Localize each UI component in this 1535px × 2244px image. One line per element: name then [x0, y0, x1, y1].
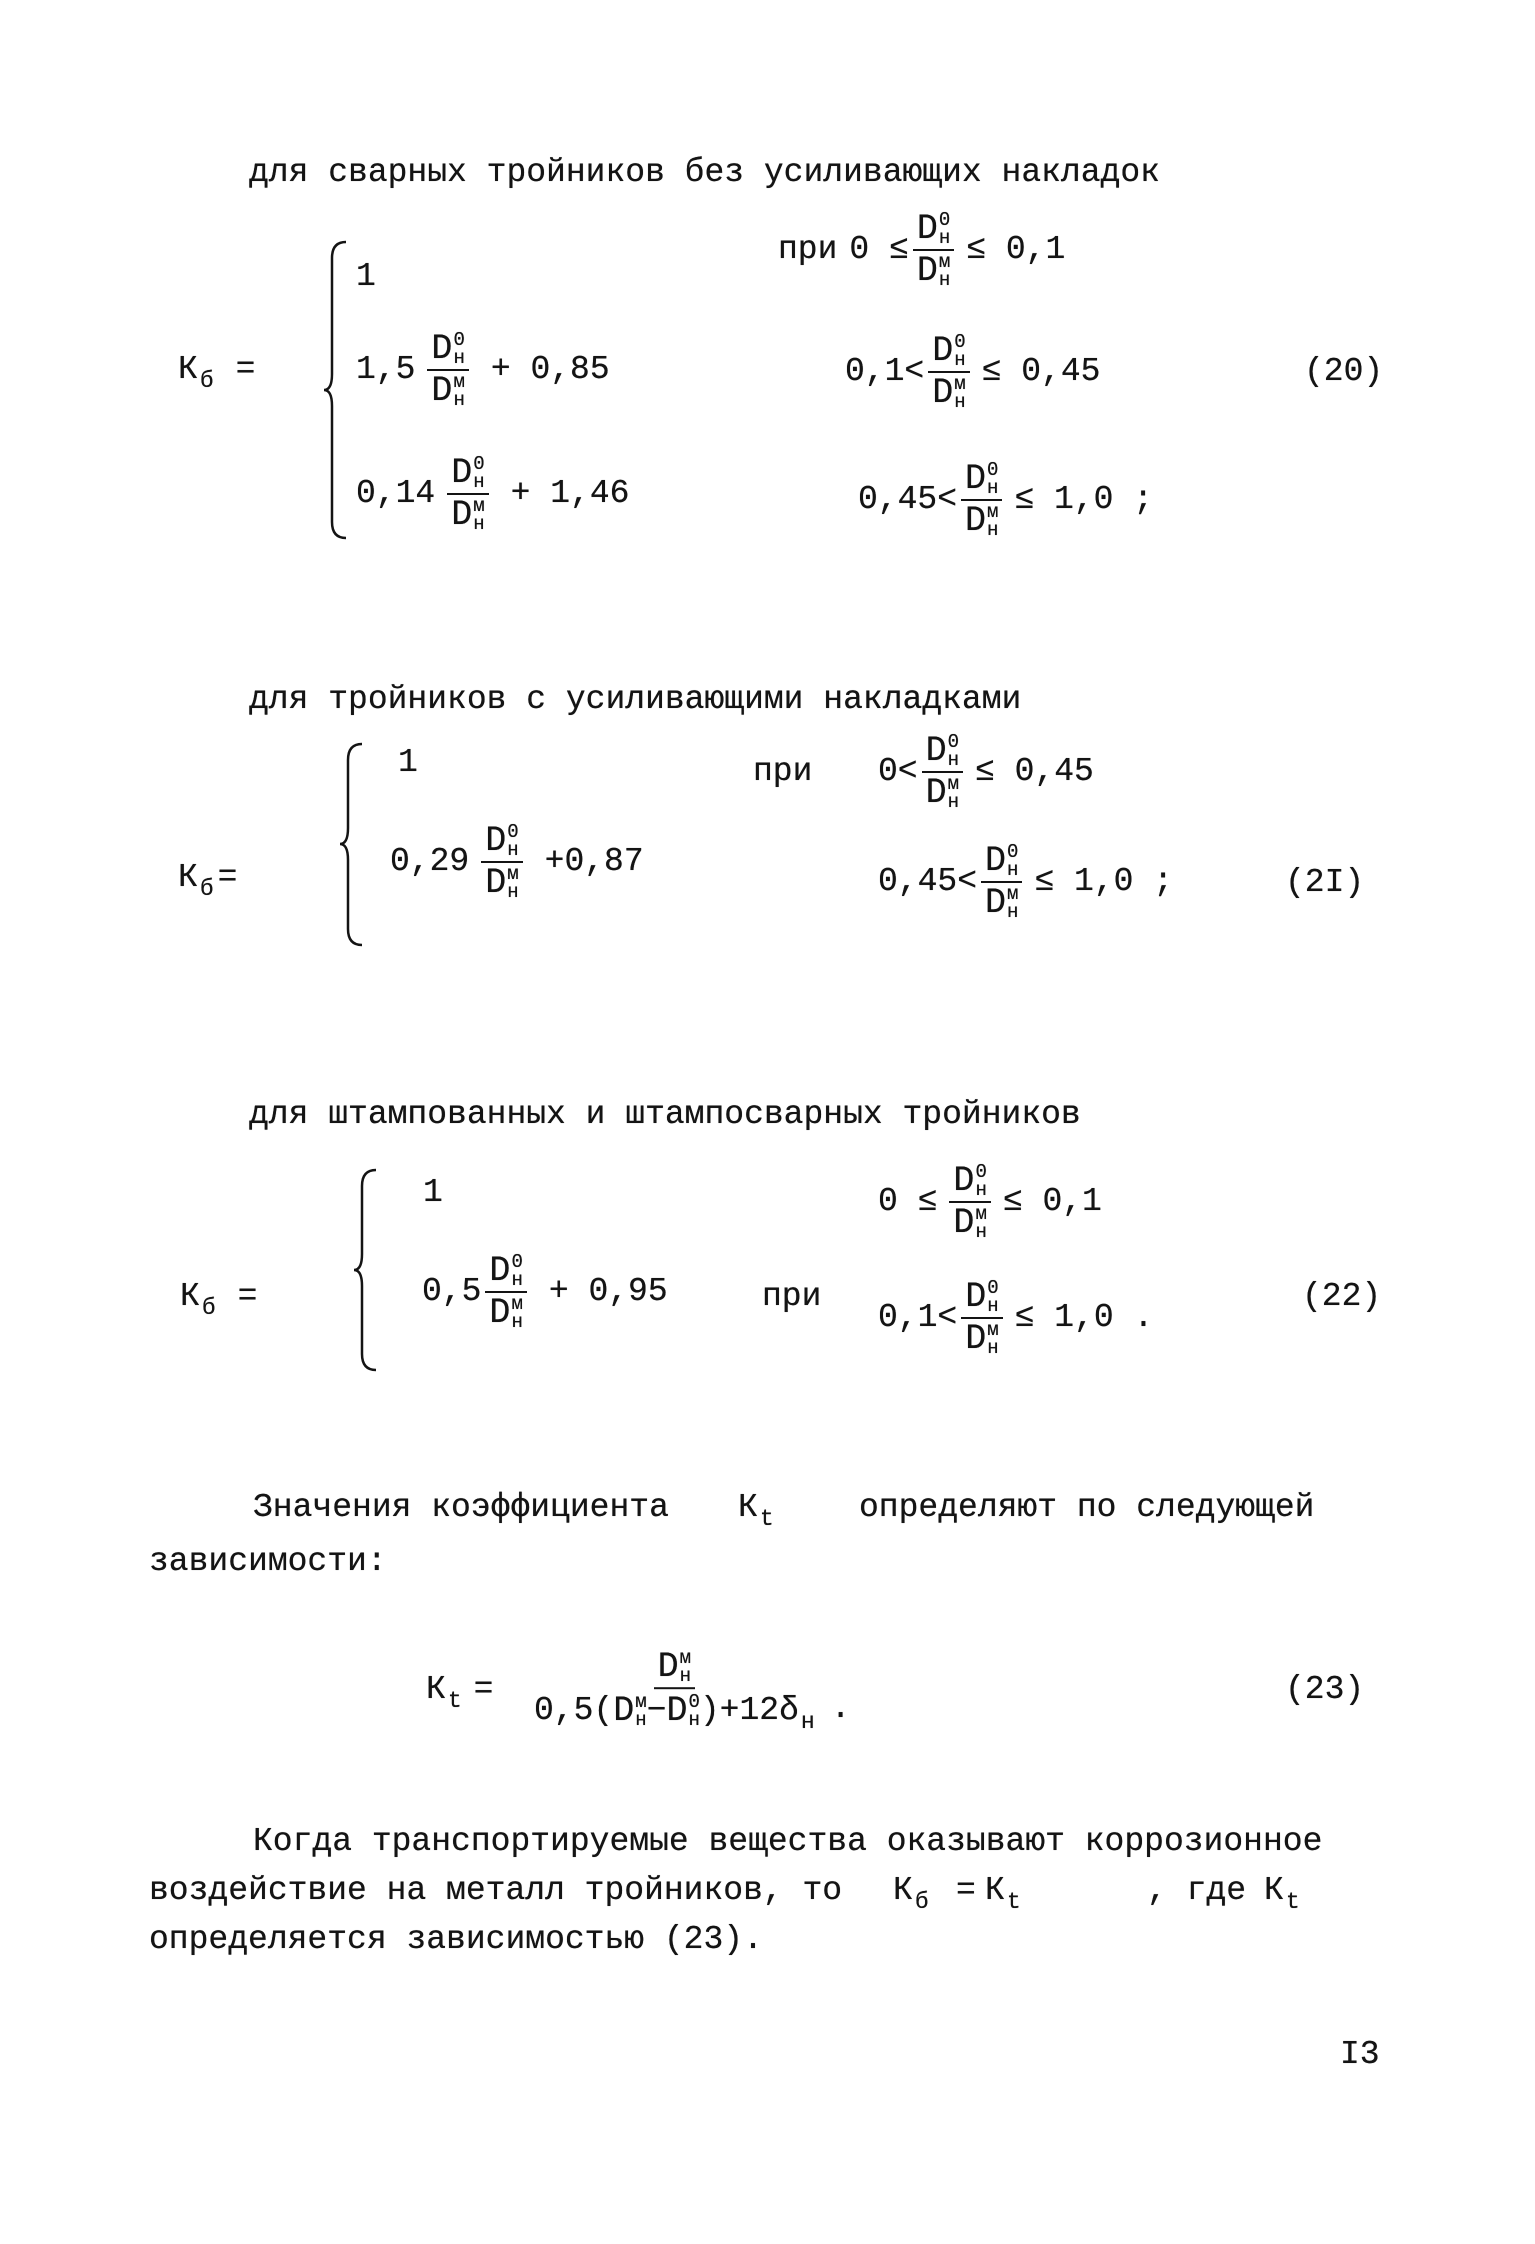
condition-lead: 0,1< [845, 353, 925, 391]
condition-tail: ≤ 0,1 [1002, 1183, 1102, 1221]
subscript-n: н [635, 1709, 647, 1731]
d-main-symbol [926, 775, 959, 811]
fraction-denominator [913, 251, 954, 289]
condition-tail: ≤ 1,0 ; [1034, 863, 1174, 901]
k-letter: К [738, 1489, 758, 1527]
superscript-zero: 0 [688, 1691, 700, 1713]
d-indices [511, 1253, 522, 1289]
superscript-zero: 0 [511, 1251, 523, 1273]
diameter-ratio-fraction [949, 1163, 990, 1241]
fraction-denominator [961, 1319, 1002, 1357]
subscript-n: н [987, 1295, 999, 1317]
superscript-zero: 0 [453, 329, 465, 351]
formula-20-row3-expression [356, 455, 629, 533]
formula-22-lhs [180, 1277, 258, 1322]
d-letter: D [925, 773, 947, 813]
d-letter: D [666, 1691, 688, 1731]
k-sigma-slot [180, 1277, 216, 1322]
k-letter: К [985, 1872, 1005, 1910]
k-sigma-slot [178, 350, 214, 395]
subscript-n: н [453, 347, 465, 369]
superscript-zero: 0 [975, 1161, 987, 1183]
ratio-slot [928, 333, 969, 411]
d-letter: D [985, 883, 1007, 923]
d-indices [975, 1163, 986, 1199]
d-letter: D [965, 1277, 987, 1317]
formula-20-row3-condition [858, 461, 1153, 539]
formula-22-brace [352, 1168, 378, 1372]
k-letter: К [178, 859, 198, 897]
d-indices [954, 333, 965, 369]
d-branch-symbol [489, 1253, 522, 1289]
d-main-symbol [953, 1205, 986, 1241]
d-branch-symbol [965, 1279, 998, 1315]
subscript-n: н [987, 1337, 999, 1359]
subscript-sigma: б [201, 1295, 216, 1322]
formula-23-number: (23) [1285, 1671, 1365, 1709]
d-letter: D [485, 821, 507, 861]
subscript-n: н [473, 513, 485, 535]
formula-20-row2-condition [845, 333, 1100, 411]
d-letter: D [925, 731, 947, 771]
corrosion-k-sigma [893, 1871, 929, 1916]
condition-tail: ≤ 0,1 [966, 231, 1066, 269]
formula-22-row1-expression: 1 [423, 1174, 443, 1212]
k-sigma-slot [893, 1871, 929, 1916]
diameter-ratio-fraction [913, 211, 954, 289]
formula-21-number: (2I) [1285, 864, 1365, 902]
diameter-ratio-fraction [981, 843, 1022, 921]
d-indices [975, 1205, 986, 1241]
equals-sign: = [235, 351, 256, 389]
superscript-m: м [511, 1293, 523, 1315]
k-t-slot [985, 1871, 1021, 1916]
addend: + 0,85 [490, 351, 610, 389]
d-letter: D [431, 371, 453, 411]
heading-welded-tees: для сварных тройников без усиливающих накладок [249, 154, 1160, 192]
d-letter: D [916, 251, 938, 291]
formula-23-end-period: . [830, 1690, 851, 1728]
k-t-slot [426, 1670, 462, 1715]
condition-lead: 0,45< [878, 863, 978, 901]
diameter-ratio-fraction [961, 1279, 1002, 1357]
d-letter: D [985, 841, 1007, 881]
fraction-numerator [485, 1253, 526, 1293]
superscript-zero: 0 [938, 209, 951, 231]
condition-tail: ≤ 1,0 ; [1014, 481, 1154, 519]
k-letter: К [1264, 1872, 1284, 1910]
equals-sign: = [217, 859, 238, 897]
formula-20-row2-expression [356, 331, 610, 409]
diameter-ratio-fraction [447, 455, 488, 533]
d-main-symbol [965, 1321, 998, 1357]
d-indices [987, 461, 998, 497]
kt-denominator [530, 1689, 819, 1736]
superscript-m: м [635, 1691, 647, 1713]
d-main-symbol [451, 497, 484, 533]
subscript-sigma: б [914, 1889, 929, 1916]
d-main-symbol [489, 1295, 522, 1331]
k-sigma-symbol [178, 350, 214, 395]
d-branch-symbol [965, 461, 998, 497]
subscript-sigma: б [199, 876, 214, 903]
superscript-m: м [453, 371, 465, 393]
d-indices [679, 1647, 692, 1688]
condition-lead: 0 ≤ [878, 1183, 938, 1221]
coefficient: 0,5 [422, 1273, 482, 1311]
subscript-n: н [511, 1311, 523, 1333]
d-indices [987, 1279, 998, 1315]
formula-20-number: (20) [1304, 353, 1384, 391]
d-indices [511, 1295, 522, 1331]
addend: + 0,95 [548, 1273, 668, 1311]
condition-tail: ≤ 0,45 [975, 753, 1094, 791]
diameter-ratio-fraction [928, 333, 969, 411]
subscript-n: н [947, 749, 960, 771]
subscript-n: н [938, 227, 951, 249]
superscript-m: м [987, 501, 999, 523]
d-letter: D [613, 1691, 635, 1731]
subscript-t: t [1006, 1889, 1021, 1916]
formula-21-brace [338, 742, 364, 947]
addend: +0,87 [544, 843, 644, 881]
d-branch-symbol [932, 333, 965, 369]
d-indices [507, 865, 518, 901]
d-letter: D [953, 1203, 975, 1243]
coefficient: 0,29 [390, 843, 470, 881]
ratio-slot [961, 1279, 1002, 1357]
equals-sign: = [473, 1671, 494, 1709]
subscript-n: н [938, 269, 951, 291]
heading-reinforced-tees: для тройников с усиливающими накладками [249, 681, 1022, 719]
ratio-slot [427, 331, 468, 409]
ratio-slot [485, 1253, 526, 1331]
k-sigma-symbol [893, 1871, 929, 1916]
condition-tail: ≤ 1,0 . [1014, 1299, 1154, 1337]
d-indices [635, 1693, 646, 1729]
superscript-m: м [987, 1319, 999, 1341]
formula-20-row1-condition [778, 211, 1065, 289]
condition-tail: ≤ 0,45 [981, 353, 1101, 391]
superscript-m: м [507, 863, 519, 885]
fraction-numerator [949, 1163, 990, 1203]
d-branch-symbol [953, 1163, 986, 1199]
ratio-slot [922, 733, 963, 811]
superscript-m: м [938, 251, 951, 273]
k-t-symbol [738, 1488, 774, 1533]
superscript-m: м [1007, 883, 1019, 905]
d-main-symbol [965, 503, 998, 539]
fraction-numerator [961, 461, 1002, 501]
d-letter: D [485, 863, 507, 903]
superscript-zero: 0 [987, 1277, 999, 1299]
k-t-symbol [985, 1871, 1021, 1916]
condition-lead: 0,1< [878, 1299, 958, 1337]
coefficient: 0,14 [356, 475, 436, 513]
fraction-denominator [485, 1293, 526, 1331]
kt-intro-symbol [738, 1488, 774, 1533]
superscript-zero: 0 [507, 821, 519, 843]
ratio-slot [981, 843, 1022, 921]
d-indices [954, 375, 965, 411]
formula-21-row2-condition [878, 843, 1173, 921]
kt-intro-text-end: определяют по следующей [859, 1489, 1315, 1527]
formula-22-row2-expression [422, 1253, 668, 1331]
k-sigma-symbol [178, 858, 214, 903]
kt-intro-line2: зависимости: [149, 1543, 387, 1581]
kt-fraction [530, 1647, 819, 1736]
fraction-numerator [447, 455, 488, 495]
formula-22-when-word: при [762, 1278, 822, 1316]
delta-letter: δ [779, 1692, 799, 1730]
d-main-slot [657, 1647, 692, 1688]
formula-22-row2-condition [878, 1279, 1153, 1357]
corrosion-note-line1: Когда транспортируемые вещества оказывают коррозионное [253, 1823, 1323, 1861]
page-number: I3 [1340, 2036, 1380, 2074]
formula-22-number: (22) [1302, 1278, 1382, 1316]
coefficient: 1,5 [356, 351, 416, 389]
d-letter: D [451, 495, 473, 535]
formula-21-lhs [178, 858, 238, 903]
subscript-n: н [453, 389, 465, 411]
subscript-n: н [975, 1179, 987, 1201]
d-main-symbol [917, 253, 950, 289]
when-word: при [778, 231, 838, 269]
subscript-n: н [1007, 901, 1019, 923]
formula-20-lhs [178, 350, 256, 395]
d-indices [453, 331, 464, 367]
k-t-slot [738, 1488, 774, 1533]
d-indices [987, 1321, 998, 1357]
k-letter: К [426, 1671, 446, 1709]
d-main-symbol [985, 885, 1018, 921]
d-indices [1007, 885, 1018, 921]
subscript-sigma: б [199, 368, 214, 395]
subscript-n: н [507, 881, 519, 903]
formula-21-row1-expression: 1 [398, 744, 418, 782]
fraction-numerator [981, 843, 1022, 883]
d-main-symbol [431, 373, 464, 409]
corrosion-note-line2: воздействие на металл тройников, то [149, 1872, 843, 1910]
subscript-n: н [800, 1709, 815, 1736]
subscript-n: н [511, 1269, 523, 1291]
d-indices [987, 503, 998, 539]
diameter-ratio-fraction [427, 331, 468, 409]
diameter-ratio-fraction [481, 823, 522, 901]
fraction-denominator [481, 863, 522, 901]
subscript-t: t [759, 1506, 774, 1533]
formula-23-fraction-block [530, 1647, 851, 1736]
formula-21-row1-condition [878, 733, 1094, 811]
d-branch-symbol [917, 211, 950, 247]
heading-stamped-tees: для штампованных и штампосварных тройников [249, 1096, 1081, 1134]
subscript-n: н [947, 791, 960, 813]
k-letter: К [893, 1872, 913, 1910]
d-letter: D [932, 373, 954, 413]
corrosion-where-text: , где [1147, 1872, 1247, 1910]
d-indices [948, 775, 959, 811]
subscript-t: t [447, 1688, 462, 1715]
k-letter: К [178, 351, 198, 389]
addend: + 1,46 [510, 475, 630, 513]
d-indices [1007, 843, 1018, 879]
diameter-ratio-fraction [961, 461, 1002, 539]
fraction-numerator [928, 333, 969, 373]
subscript-n: н [679, 1665, 692, 1688]
denominator-open: 0,5( [534, 1692, 614, 1730]
condition-lead: 0,45< [858, 481, 958, 519]
ratio-slot [481, 823, 522, 901]
formula-20-row1-expression: 1 [356, 258, 376, 296]
subscript-n: н [987, 477, 999, 499]
superscript-m: м [679, 1647, 692, 1670]
subscript-t: t [1285, 1889, 1300, 1916]
d-letter: D [489, 1293, 511, 1333]
superscript-m: м [954, 373, 966, 395]
superscript-zero: 0 [947, 731, 960, 753]
d-branch-symbol [451, 455, 484, 491]
ratio-slot [447, 455, 488, 533]
denominator-close: )+12 [699, 1692, 780, 1730]
superscript-zero: 0 [473, 453, 485, 475]
formula-21-row2-expression [390, 823, 644, 901]
fraction-denominator [961, 501, 1002, 539]
ratio-slot [913, 211, 954, 289]
d-indices [453, 373, 464, 409]
d-letter: D [953, 1161, 975, 1201]
formula-22-row1-condition [878, 1163, 1102, 1241]
diameter-ratio-fraction [485, 1253, 526, 1331]
d-indices [688, 1693, 699, 1729]
k-t-slot [1264, 1871, 1300, 1916]
d-letter: D [932, 331, 954, 371]
delta-n-symbol [779, 1691, 815, 1736]
d-branch-symbol [485, 823, 518, 859]
corrosion-note-line3: определяется зависимостью (23). [149, 1921, 763, 1959]
k-letter: К [180, 1278, 200, 1316]
subscript-n: н [473, 471, 485, 493]
d-letter: D [965, 1319, 987, 1359]
formula-23-lhs [426, 1670, 494, 1715]
d-main-slot [613, 1693, 646, 1729]
fraction-denominator [949, 1203, 990, 1241]
d-letter: D [965, 501, 987, 541]
formula-20-brace [322, 240, 348, 540]
d-letter: D [431, 329, 453, 369]
minus-sign: − [646, 1692, 667, 1730]
subscript-n: н [507, 839, 519, 861]
corrosion-equals: = [956, 1872, 976, 1910]
superscript-zero: 0 [1007, 841, 1019, 863]
fraction-numerator [913, 211, 954, 251]
fraction-numerator [427, 331, 468, 371]
d-branch-symbol [431, 331, 464, 367]
d-indices [473, 497, 484, 533]
d-main-symbol [657, 1647, 692, 1688]
d-letter: D [657, 1647, 679, 1688]
d-indices [939, 211, 950, 247]
superscript-m: м [947, 773, 960, 795]
fraction-numerator [961, 1279, 1002, 1319]
d-branch-symbol [985, 843, 1018, 879]
condition-lead: 0 ≤ [849, 231, 909, 269]
ratio-slot [961, 461, 1002, 539]
fraction-denominator [447, 495, 488, 533]
superscript-m: м [975, 1203, 987, 1225]
subscript-n: н [688, 1709, 700, 1731]
corrosion-k-t [985, 1871, 1021, 1916]
d-letter: D [489, 1251, 511, 1291]
formula-21-when-word: при [753, 753, 813, 791]
d-letter: D [916, 209, 938, 249]
fraction-denominator [981, 883, 1022, 921]
k-t-symbol [426, 1670, 462, 1715]
d-main-symbol [485, 865, 518, 901]
d-branch-symbol [666, 1693, 699, 1729]
d-branch-symbol [926, 733, 959, 769]
equals-sign: = [237, 1278, 258, 1316]
subscript-n: н [1007, 859, 1019, 881]
d-indices [948, 733, 959, 769]
corrosion-k-t-second [1264, 1871, 1300, 1916]
d-letter: D [965, 459, 987, 499]
kt-intro-text-start: Значения коэффициента [253, 1489, 669, 1527]
d-main-symbol [613, 1693, 646, 1729]
d-letter: D [451, 453, 473, 493]
diameter-ratio-fraction [922, 733, 963, 811]
k-sigma-slot [178, 858, 214, 903]
d-indices [939, 253, 950, 289]
fraction-denominator [922, 773, 963, 811]
superscript-m: м [473, 495, 485, 517]
fraction-denominator [928, 373, 969, 411]
fraction-denominator [427, 371, 468, 409]
condition-lead: 0< [878, 753, 918, 791]
d-main-symbol [932, 375, 965, 411]
kt-numerator [654, 1649, 695, 1689]
subscript-n: н [954, 349, 966, 371]
d-indices [473, 455, 484, 491]
fraction-numerator [922, 733, 963, 773]
d-indices [507, 823, 518, 859]
k-sigma-symbol [180, 1277, 216, 1322]
subscript-n: н [954, 391, 966, 413]
ratio-slot [949, 1163, 990, 1241]
fraction-numerator [481, 823, 522, 863]
d-branch-slot [666, 1693, 699, 1729]
subscript-n: н [987, 519, 999, 541]
subscript-n: н [975, 1221, 987, 1243]
superscript-zero: 0 [954, 331, 966, 353]
k-t-symbol [1264, 1871, 1300, 1916]
superscript-zero: 0 [987, 459, 999, 481]
